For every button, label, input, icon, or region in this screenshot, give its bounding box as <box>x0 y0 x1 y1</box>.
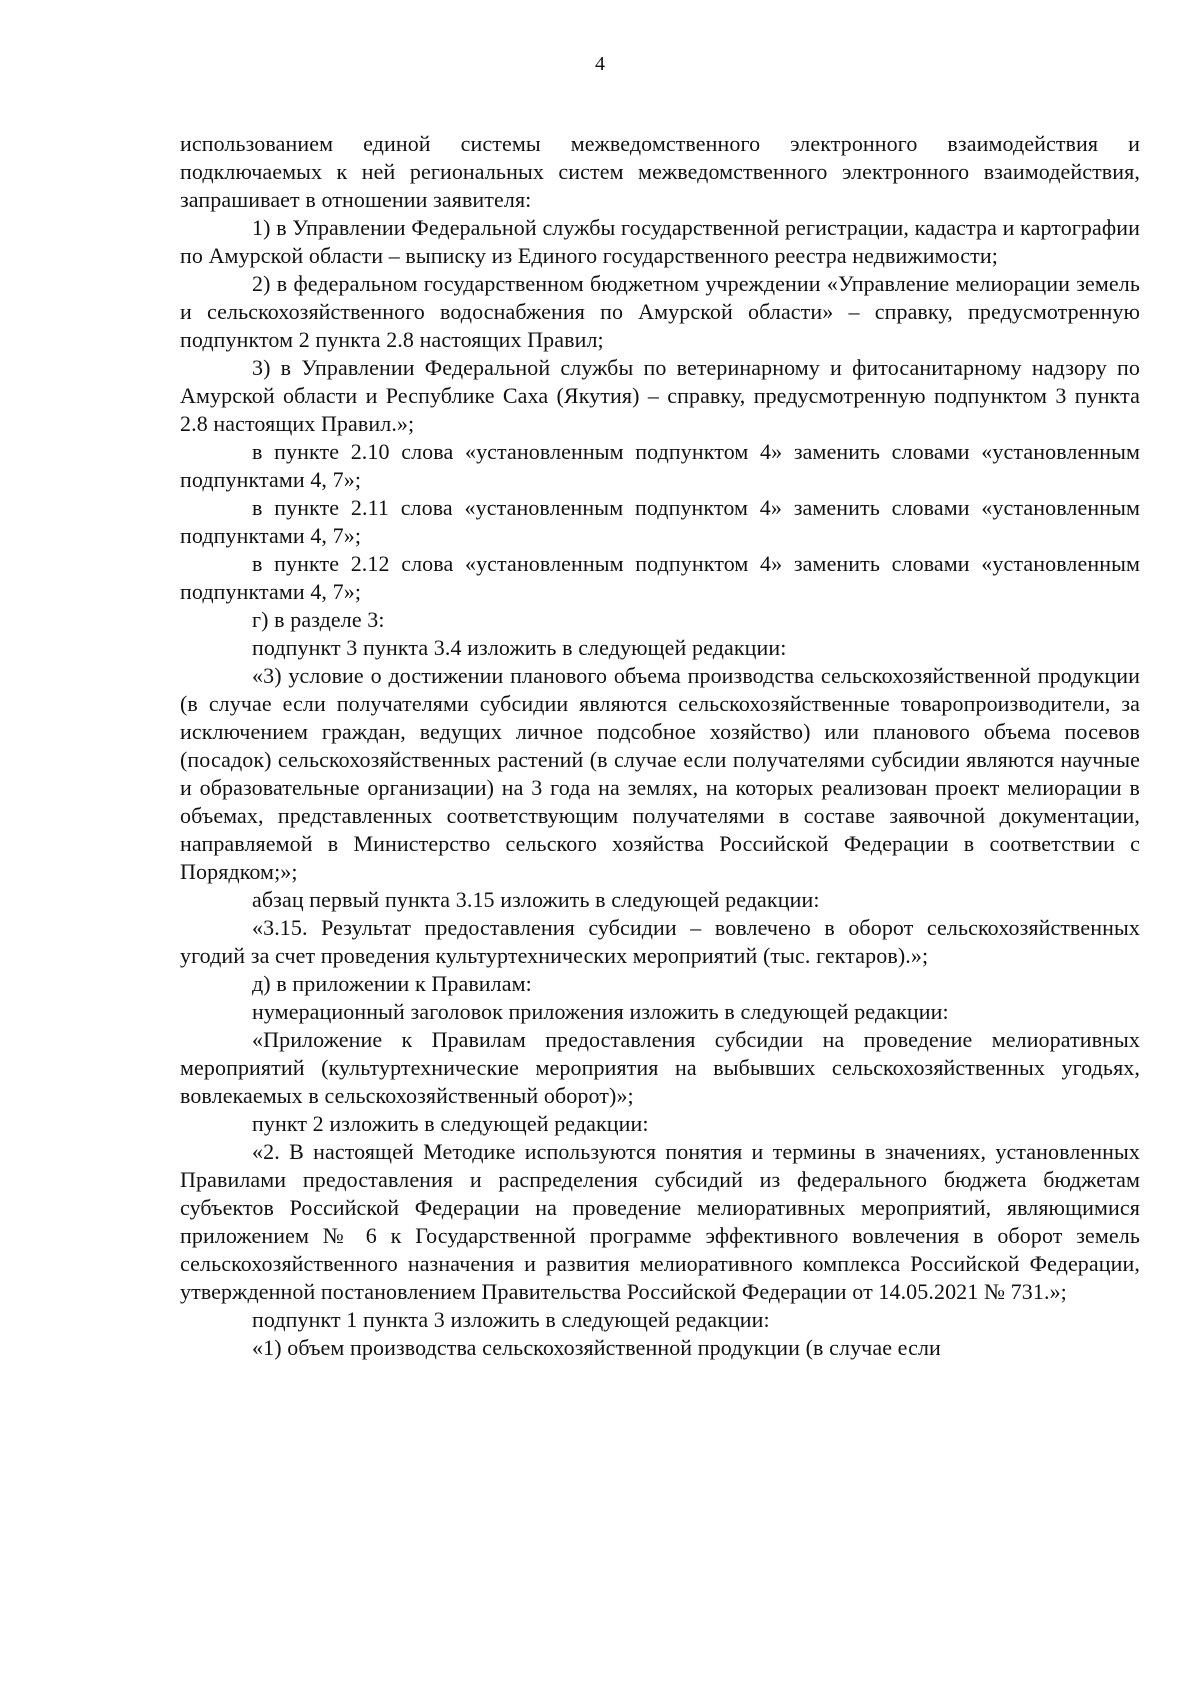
document-body <box>180 130 1140 1362</box>
paragraph: «2. В настоящей Методике используются понятия и термины в значениях, установленных Правилами предоставления и распределения субсидий из федерального бюджета бюджетам субъектов Российской Федерации на проведение мелиоративных мероприятий, являющимися приложением № 6 к Государственной программе эффективного вовлечения в оборот земель сельскохозяйственного назначения и развития мелиоративного комплекса Российской Федерации, утвержденной постановлением Правительства Российской Федерации от 14.05.2021 № 731.»; <box>180 1139 1140 1304</box>
paragraph: 3) в Управлении Федеральной службы по ветеринарному и фитосанитарному надзору по Амурской области и Республике Саха (Якутия) – справку, предусмотренную подпунктом 3 пункта 2.8 настоящих Правил.»; <box>180 355 1140 436</box>
paragraph: подпункт 3 пункта 3.4 изложить в следующей редакции: <box>252 635 787 660</box>
paragraph: «1) объем производства сельскохозяйственной продукции (в случае если <box>252 1335 941 1360</box>
paragraph: в пункте 2.11 слова «установленным подпунктом 4» заменить словами «установленным подпунктами 4, 7»; <box>180 495 1140 548</box>
paragraph: «Приложение к Правилам предоставления субсидии на проведение мелиоративных мероприятий (культуртехнические мероприятия на выбывших сельскохозяйственных угодьях, вовлекаемых в сельскохозяйственный оборот)»; <box>180 1027 1140 1108</box>
paragraph: абзац первый пункта 3.15 изложить в следующей редакции: <box>252 887 820 912</box>
paragraph: д) в приложении к Правилам: <box>252 971 532 996</box>
paragraph: 2) в федеральном государственном бюджетном учреждении «Управление мелиорации земель и сельскохозяйственного водоснабжения по Амурской области» – справку, предусмотренную подпунктом 2 пункта 2.8 настоящих Правил; <box>180 271 1140 352</box>
page-number: 4 <box>595 53 605 75</box>
paragraph: использованием единой системы межведомственного электронного взаимодействия и подключаемых к ней региональных систем межведомственного электронного взаимодействия, запрашивает в отношении заявителя: <box>180 131 1140 212</box>
paragraph: пункт 2 изложить в следующей редакции: <box>252 1111 649 1136</box>
paragraph: в пункте 2.12 слова «установленным подпунктом 4» заменить словами «установленным подпунктами 4, 7»; <box>180 551 1140 604</box>
paragraph: 1) в Управлении Федеральной службы государственной регистрации, кадастра и картографии по Амурской области – выписку из Единого государственного реестра недвижимости; <box>180 215 1140 268</box>
paragraph: «3) условие о достижении планового объема производства сельскохозяйственной продукции (в случае если получателями субсидии являются сельскохозяйственные товаропроизводители, за исключением граждан, ведущих личное подсобное хозяйство) или планового объема посевов (посадок) сельскохозяйственных растений (в случае если получателями субсидии являются научные и образовательные организации) на 3 года на землях, на которых реализован проект мелиорации в объемах, представленных соответствующим получателями в составе заявочной документации, направляемой в Министерство сельского хозяйства Российской Федерации в соответствии с Порядком;»; <box>180 663 1140 884</box>
paragraph: в пункте 2.10 слова «установленным подпунктом 4» заменить словами «установленным подпунктами 4, 7»; <box>180 439 1140 492</box>
paragraph: нумерационный заголовок приложения изложить в следующей редакции: <box>252 999 949 1024</box>
paragraph: подпункт 1 пункта 3 изложить в следующей редакции: <box>252 1307 770 1332</box>
paragraph: «3.15. Результат предоставления субсидии – вовлечено в оборот сельскохозяйственных угодий за счет проведения культуртехнических мероприятий (тыс. гектаров).»; <box>180 915 1140 968</box>
paragraph: г) в разделе 3: <box>252 607 385 632</box>
